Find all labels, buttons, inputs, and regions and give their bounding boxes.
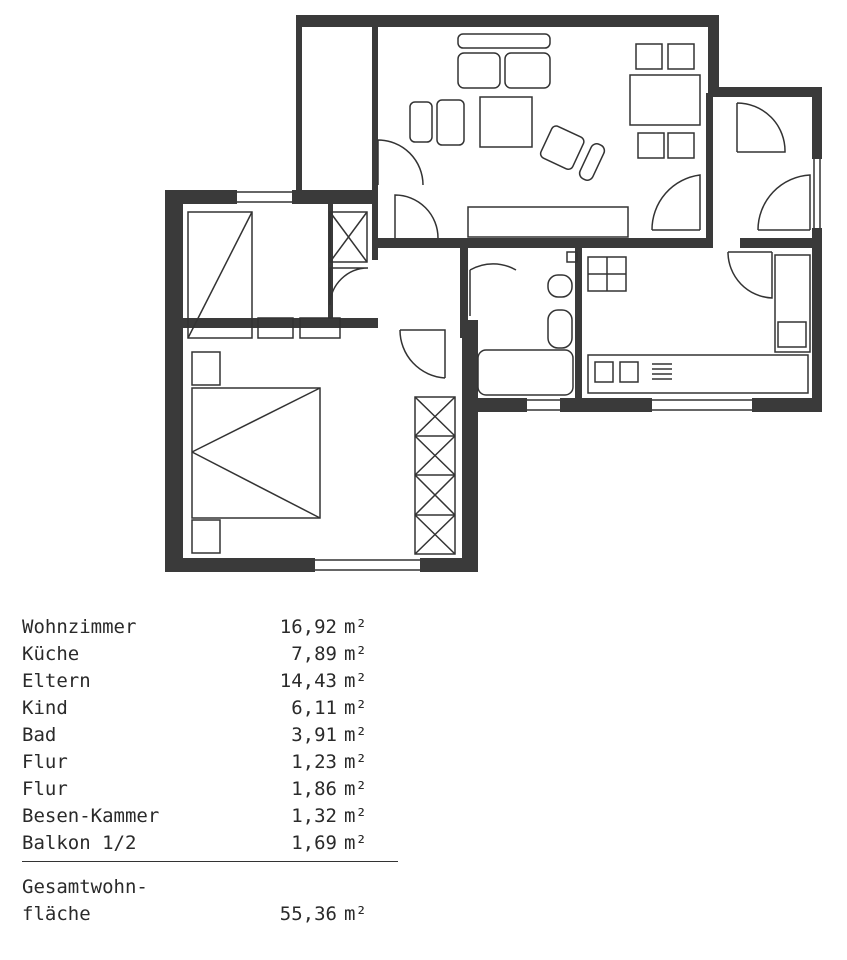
kitchen-sink-2 <box>620 362 638 382</box>
bath-sink <box>548 275 572 297</box>
area-row <box>22 722 412 749</box>
door-front <box>737 103 785 152</box>
wall-bath-bottom <box>462 398 527 412</box>
nightstand-bottom <box>192 520 220 553</box>
wall-balcony-divider <box>372 22 378 190</box>
sideboard <box>468 207 628 237</box>
kitchen-hob <box>778 322 806 347</box>
room-area: 1,23 <box>291 751 337 773</box>
total-row <box>22 901 412 928</box>
dining-chair-3 <box>638 133 664 158</box>
area-unit: m² <box>344 670 367 692</box>
room-area: 6,11 <box>291 697 337 719</box>
area-unit: m² <box>344 778 367 800</box>
sofa-back <box>458 34 550 48</box>
dining-chair-1 <box>636 44 662 69</box>
kitchen-counter <box>588 355 808 393</box>
wall-eltern-right <box>462 320 478 572</box>
bathtub <box>478 350 573 395</box>
wall-entry-right2 <box>812 228 822 410</box>
wall-living-right <box>708 15 719 93</box>
room-name: Küche <box>22 643 80 665</box>
wall-left <box>165 190 183 572</box>
door-living <box>395 195 438 238</box>
dining-table <box>630 75 700 125</box>
door-bath <box>470 264 516 316</box>
door-entry-living <box>652 175 700 230</box>
room-name: Balkon 1/2 <box>22 832 137 854</box>
chair-left-b <box>437 100 464 145</box>
wall-entry-left <box>706 93 713 248</box>
sum-divider <box>22 861 398 862</box>
room-area: 14,43 <box>279 670 337 692</box>
bath-toilet <box>548 310 572 348</box>
room-name: Flur <box>22 751 68 773</box>
area-unit: m² <box>344 697 367 719</box>
furniture <box>188 34 810 554</box>
area-unit: m² <box>344 832 367 854</box>
area-table <box>22 614 412 925</box>
armchair-a <box>458 53 500 88</box>
total-label-line2: fläche <box>22 903 91 925</box>
area-unit: m² <box>344 724 367 746</box>
room-name: Eltern <box>22 670 91 692</box>
wall-entry-top <box>708 87 822 97</box>
nightstand-top <box>192 352 220 385</box>
wall-living-bottom <box>372 238 712 248</box>
area-row <box>22 641 412 668</box>
chair-rotated <box>539 124 586 171</box>
wall-living-top <box>296 15 719 27</box>
door-wc <box>330 268 368 305</box>
wall-kitchen-bottom <box>752 398 822 412</box>
wall-flur-right <box>460 248 468 338</box>
kitchen-fridge <box>775 255 810 352</box>
door-balcony <box>378 140 423 185</box>
coffee-table <box>480 97 532 147</box>
area-row <box>22 695 412 722</box>
area-unit: m² <box>344 643 367 665</box>
wall-balcony-left <box>296 15 302 193</box>
room-area: 1,32 <box>291 805 337 827</box>
room-name: Bad <box>22 724 57 746</box>
total-unit: m² <box>344 903 367 925</box>
room-area: 7,89 <box>291 643 337 665</box>
door-closet <box>758 175 810 230</box>
room-area: 16,92 <box>279 616 337 638</box>
wall-bath-kitchen <box>575 248 582 408</box>
chair-left-a <box>410 102 432 142</box>
room-area: 1,86 <box>291 778 337 800</box>
total-area: 55,36 <box>279 903 337 925</box>
room-area: 3,91 <box>291 724 337 746</box>
room-name: Wohnzimmer <box>22 616 137 638</box>
area-row <box>22 803 412 830</box>
wall-entry-right <box>812 87 822 159</box>
area-unit: m² <box>344 616 367 638</box>
door-eltern <box>400 330 445 378</box>
windows <box>237 159 820 570</box>
area-row <box>22 776 412 803</box>
kitchen-sink-1 <box>595 362 613 382</box>
dining-chair-2 <box>668 44 694 69</box>
dining-chair-4 <box>668 133 694 158</box>
area-unit: m² <box>344 751 367 773</box>
room-name: Kind <box>22 697 68 719</box>
room-name: Flur <box>22 778 68 800</box>
wall-kind-right <box>372 190 378 260</box>
area-row <box>22 668 412 695</box>
wall-kind-bottom <box>183 318 378 328</box>
room-name: Besen-Kammer <box>22 805 160 827</box>
room-area: 1,69 <box>291 832 337 854</box>
door-kitchen <box>728 252 772 298</box>
kitchen-drain <box>652 364 672 379</box>
area-row <box>22 749 412 776</box>
double-bed <box>192 388 320 518</box>
armchair-b <box>505 53 550 88</box>
wall-bottom-left <box>165 558 315 572</box>
area-row <box>22 614 412 641</box>
wall-kind-top2 <box>292 190 377 204</box>
wall-living-bottom2 <box>740 238 822 248</box>
area-row <box>22 830 412 857</box>
total-label-line1: Gesamtwohn- <box>22 876 148 898</box>
area-unit: m² <box>344 805 367 827</box>
wall-bath-bottom2 <box>560 398 652 412</box>
